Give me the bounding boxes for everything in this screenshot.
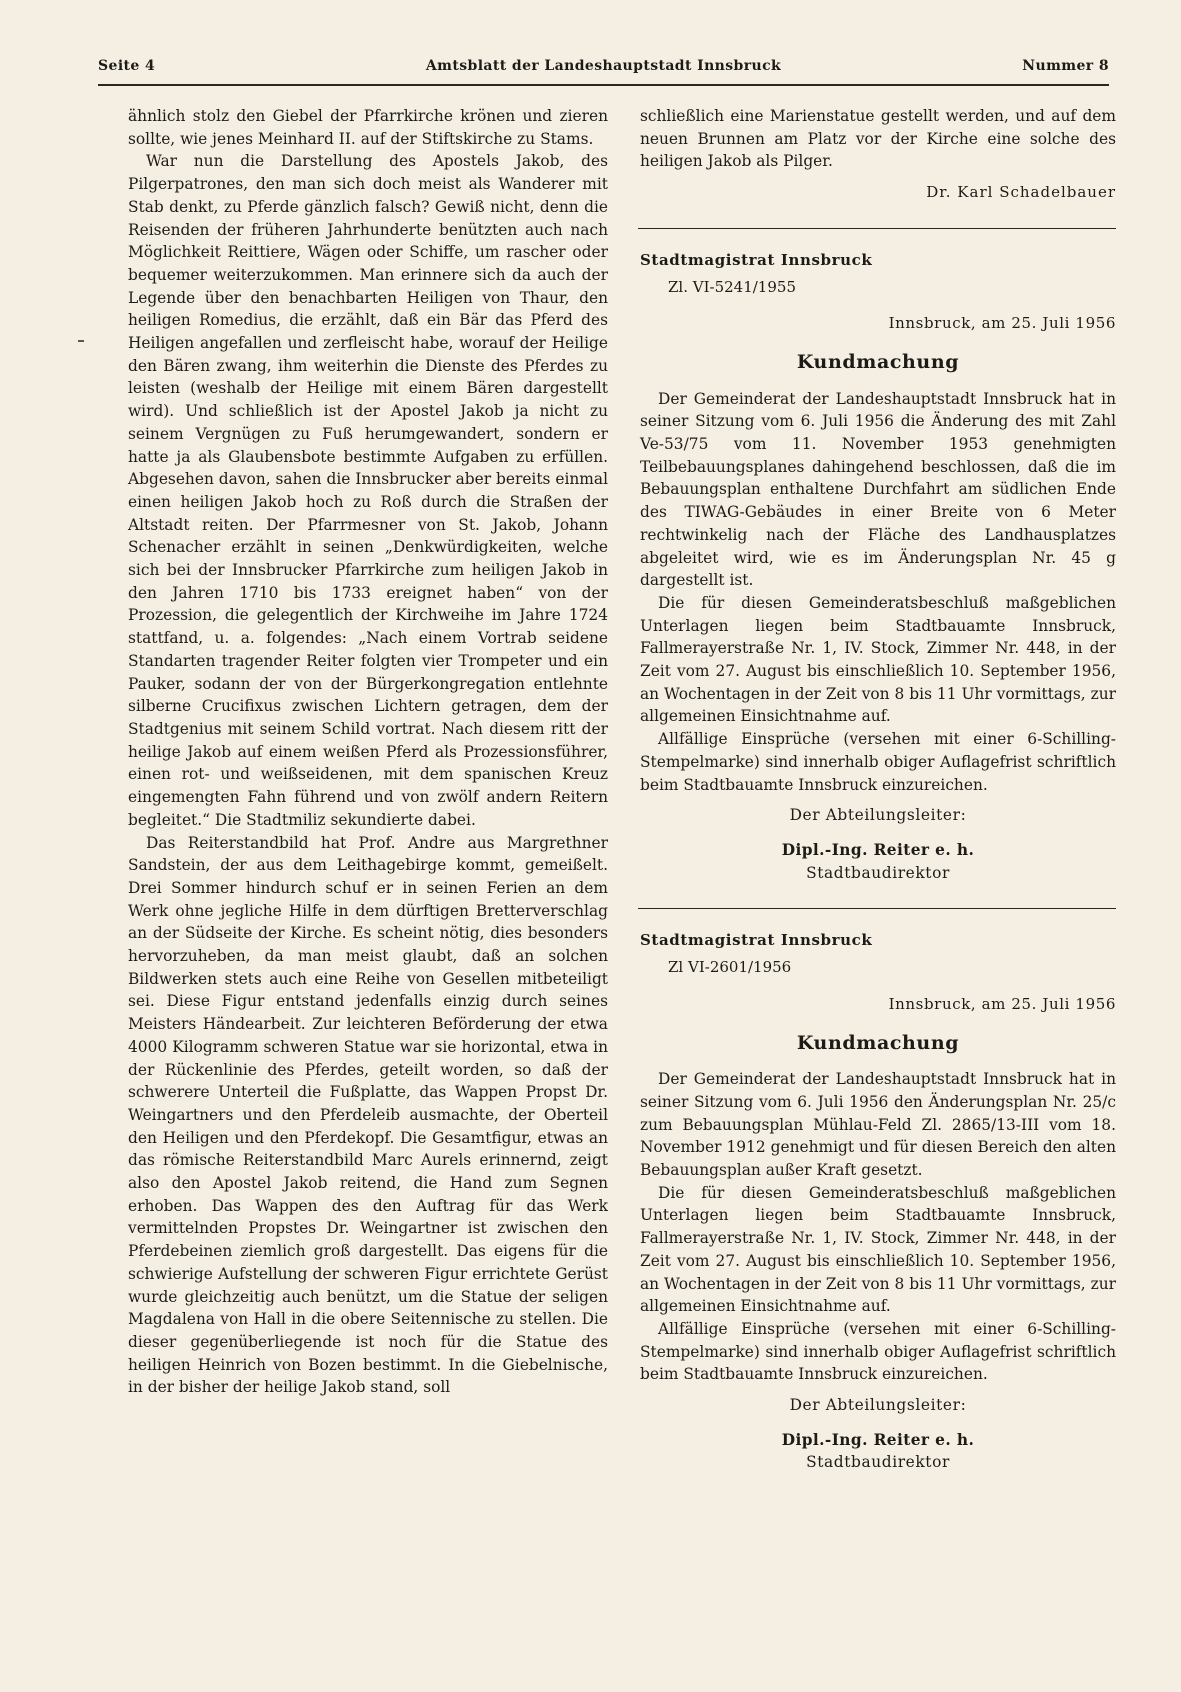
notice-issuer: Stadtmagistrat Innsbruck	[640, 250, 873, 269]
notice-reference: Zl VI-2601/1956	[668, 958, 792, 977]
article-paragraph: Das Reiterstandbild hat Prof. Andre aus Margrethner Sandstein, der aus dem Leithagebirge kommt, gemeißelt. Drei Sommer hindurch schuf er in seinen Ferien an dem Werk ohne jegliche Hilfe in dem dürftigen Bretterverschlag an der Südseite der Kirche. Es scheint nötig, dies besonders hervorzuheben, da man meist glaubt, daß an solchen Bildwerken stets auch eine Reihe von Gesellen mitbeteiligt sei. Diese Figur entstand jedenfalls einzig durch seines Meisters Händearbeit. Zur leichteren Beförderung der etwa 4000 Kilogramm schweren Statue war sie horizontal, etwa in der Rückenlinie des Pferdes, geteilt worden, so daß der schwerere Unterteil die Fußplatte, das Wappen Propst Dr. Weingartners und den Pferdeleib ausmachte, der Oberteil den Heiligen und den Pferdekopf. Die Gesamtfigur, etwas an das römische Reiterstandbild Marc Aurels erinnernd, zeigt also den Apostel Jakob reitend, die Hand zum Segnen erhoben. Das Wappen des den Auftrag für das Werk vermittelnden Propstes Dr. Weingartner ist zwischen den Pferdebeinen ziemlich groß dargestellt. Das eigens für die schwierige Aufstellung der schweren Figur errichtete Gerüst wurde gleichzeitig auch benützt, um die Statue der seligen Magdalena von Hall in die obere Seitennische zu stellen. Die dieser gegenüberliegende ist noch für die Statue des heiligen Heinrich von Bozen bestimmt. In die Giebelnische, in der bisher der heilige Jakob stand, soll	[128, 833, 608, 1397]
signer-title: Stadtbaudirektor	[806, 1453, 950, 1472]
right-column	[640, 105, 1116, 1474]
notice-paragraph: Allfällige Einsprüche (versehen mit einer 6-Schilling-Stempelmarke) sind innerhalb obiger Auflagefrist schriftlich beim Stadtbauamte Innsbruck einzureichen.	[640, 730, 1116, 794]
article-author: Dr. Karl Schadelbauer	[926, 183, 1116, 202]
section-rule	[638, 228, 1116, 229]
page-number: Seite 4	[98, 58, 156, 74]
article-paragraph: War nun die Darstellung des Apostels Jakob, des Pilgerpatrones, den man sich doch meist als Wanderer mit Stab denkt, zu Pferde gänzlich falsch? Gewiß nicht, denn die Reisenden der früheren Jahrhunderte benützten auch nach Möglichkeit Reittiere, Wägen oder Schiffe, um rascher oder bequemer weiterzukommen. Man erinnere sich da auch der Legende über den benachbarten Heiligen von Thaur, den heiligen Romedius, die erzählt, daß ein Bär das Pferd des Heiligen angefallen und zerfleischt habe, worauf der Heilige den Bären zwang, ihm weiterhin die Dienste des Pferdes zu leisten (weshalb der Heilige mit einem Bären dargestellt wird). Und schließlich ist der Apostel Jakob ja nicht zu seinem Vergnügen zu Fuß herumgewandert, sondern er hatte ja als Glaubensbote bestimmte Aufgaben zu erfüllen. Abgesehen davon, sahen die Innsbrucker aber bereits einmal einen heiligen Jakob hoch zu Roß durch die Straßen der Altstadt reiten. Der Pfarrmesner von St. Jakob, Johann Schenacher erzählt in seinen „Denkwürdigkeiten, welche sich bei der Innsbrucker Pfarrkirche zum heiligen Jakob in den Jahren 1710 bis 1733 ereignet haben“ von der Prozession, die gelegentlich der Kirchweihe im Jahre 1724 stattfand, u. a. folgendes: „Nach einem Vortrab seidene Standarten tragender Reiter folgten vier Trompeter und ein Pauker, sodann der von der Bürgerkongregation entlehnte silberne Crucifixus zwischen Lichtern getragen, dem der Stadtgenius mit seinem Schild vortrat. Nach diesem ritt der heilige Jakob auf einem weißen Pferd als Prozessionsführer, einen rot- und weißseidenen, mit dem spanischen Kreuz eingemengten Fahn führend und von zwölf andern Reitern begleitet.“ Die Stadtmiliz sekundierte dabei.	[128, 152, 608, 829]
section-rule	[638, 908, 1116, 909]
signer-label: Der Abteilungsleiter:	[789, 1396, 967, 1415]
publication-title: Amtsblatt der Landeshauptstadt Innsbruck	[425, 58, 782, 74]
article-continuation: schließlich eine Marienstatue gestellt werden, und auf dem neuen Brunnen am Platz vor der Kirche eine solche des heiligen Jakob als Pilger.	[640, 107, 1116, 171]
signer-label: Der Abteilungsleiter:	[789, 806, 967, 825]
notice-issuer: Stadtmagistrat Innsbruck	[640, 931, 873, 950]
article-paragraph: ähnlich stolz den Giebel der Pfarrkirche krönen und zieren sollte, wie jenes Meinhard II. auf der Stiftskirche zu Stams.	[128, 107, 608, 148]
left-column	[128, 105, 608, 1399]
notice-place-date: Innsbruck, am 25. Juli 1956	[888, 314, 1116, 333]
notice-place-date: Innsbruck, am 25. Juli 1956	[888, 994, 1116, 1013]
notice-paragraph: Allfällige Einsprüche (versehen mit einer 6-Schilling-Stempelmarke) sind innerhalb obiger Auflagefrist schriftlich beim Stadtbauamte Innsbruck einzureichen.	[640, 1319, 1116, 1384]
notice-paragraph: Der Gemeinderat der Landeshauptstadt Innsbruck hat in seiner Sitzung vom 6. Juli 1956 die Änderung des mit Zahl Ve-53/75 vom 11. November 1953 genehmigten Teilbebauungsplanes dahingehend beschlossen, daß die im Bebauungsplan enthaltene Durchfahrt am südlichen Ende des TIWAG-Gebäudes in einer Breite von 6 Meter rechtwinkelig nach der Fläche des Landhausplatzes abgeleitet wird, wie es im Änderungsplan Nr. 45 g dargestellt ist.	[640, 389, 1116, 590]
page-header	[98, 58, 1109, 80]
notice-title: Kundmachung	[796, 350, 960, 373]
signer-name: Dipl.-Ing. Reiter e. h.	[781, 840, 975, 859]
notice-paragraph: Die für diesen Gemeinderatsbeschluß maßgeblichen Unterlagen liegen beim Stadtbauamte Innsbruck, Fallmerayerstraße Nr. 1, IV. Stock, Zimmer Nr. 448, in der Zeit vom 27. August bis einschließlich 10. September 1956, an Wochentagen in der Zeit von 8 bis 11 Uhr vormittags, zur allgemeinen Einsichtnahme auf.	[640, 1183, 1116, 1316]
notice-paragraph: Die für diesen Gemeinderatsbeschluß maßgeblichen Unterlagen liegen beim Stadtbauamte Innsbruck, Fallmerayerstraße Nr. 1, IV. Stock, Zimmer Nr. 448, in der Zeit vom 27. August bis einschließlich 10. September 1956, an Wochentagen in der Zeit von 8 bis 11 Uhr vormittags, zur allgemeinen Einsichtnahme auf.	[640, 593, 1116, 726]
notice-paragraph: Der Gemeinderat der Landeshauptstadt Innsbruck hat in seiner Sitzung vom 6. Juli 1956 den Änderungsplan Nr. 25/c zum Bebauungsplan Mühlau-Feld Zl. 2865/13-III vom 18. November 1912 genehmigt und für diesen Bereich den alten Bebauungsplan außer Kraft gesetzt.	[640, 1070, 1116, 1180]
margin-mark	[78, 340, 84, 342]
issue-number: Nummer 8	[1022, 58, 1109, 74]
notice-1	[640, 249, 1116, 885]
notice-reference: Zl. VI-5241/1955	[668, 277, 796, 296]
signer-name: Dipl.-Ing. Reiter e. h.	[781, 1430, 975, 1449]
notice-2	[640, 929, 1116, 1474]
notice-title: Kundmachung	[796, 1031, 960, 1054]
signer-title: Stadtbaudirektor	[806, 863, 950, 882]
header-rule	[98, 84, 1109, 86]
